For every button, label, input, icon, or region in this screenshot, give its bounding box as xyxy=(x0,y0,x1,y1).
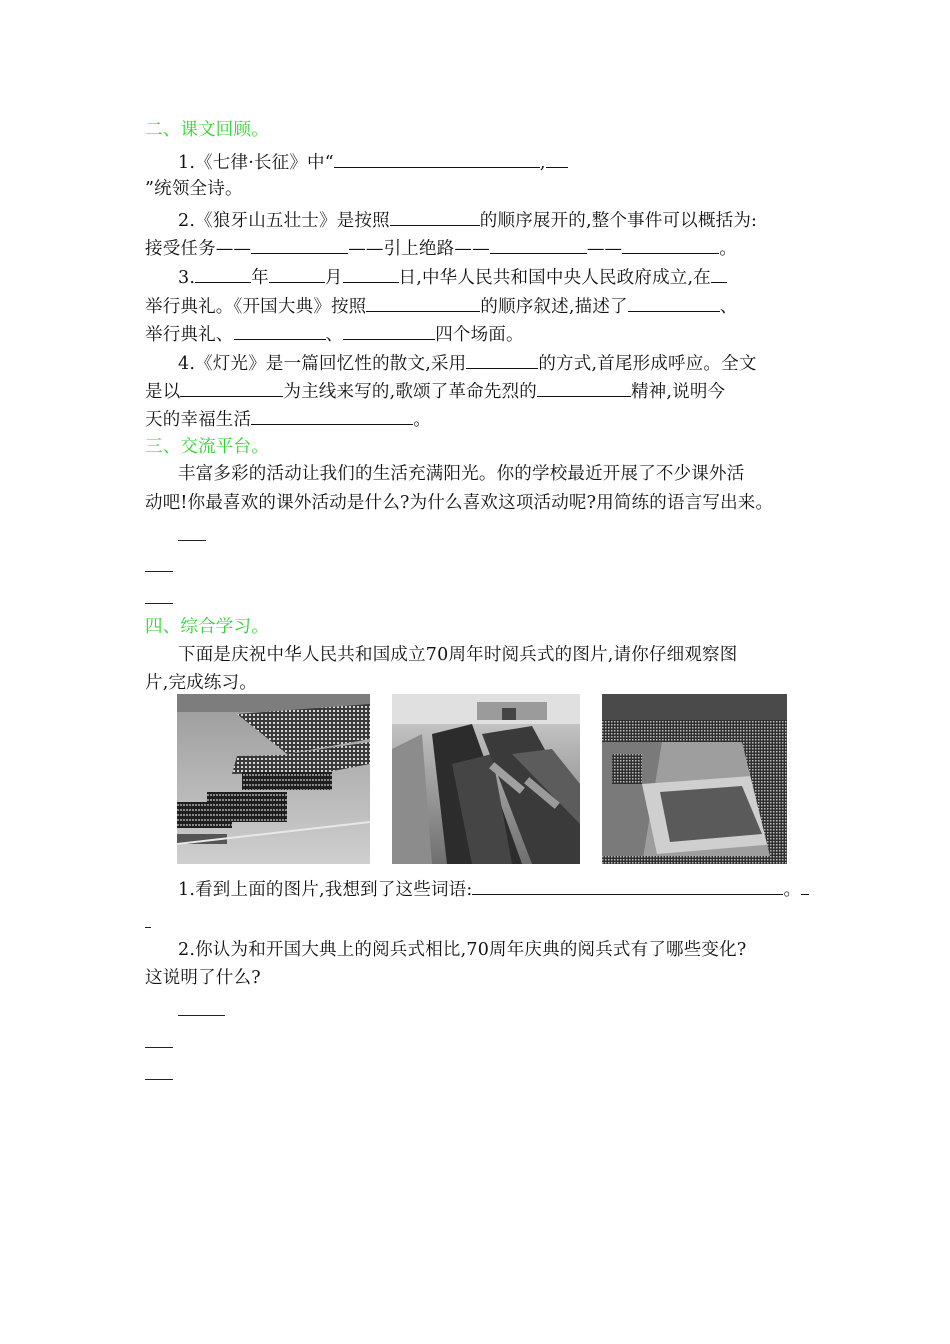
answer-blank[interactable] xyxy=(334,151,540,168)
answer-blank[interactable] xyxy=(251,237,348,254)
section-3-heading: 三、交流平台。 xyxy=(145,437,269,457)
answer-blank[interactable] xyxy=(269,266,325,283)
parade-missiles-photo xyxy=(392,694,580,864)
parade-troops-photo xyxy=(177,694,370,864)
section-4-paragraph-2: 片,完成练习。 xyxy=(145,673,257,693)
question-4-1: 1.看到上面的图片,我想到了这些词语: 。 xyxy=(178,878,809,900)
answer-blank[interactable] xyxy=(472,878,783,895)
question-2-4: 4.《灯光》是一篇回忆性的散文,采用 的方式,首尾形成呼应。全文 xyxy=(178,354,757,374)
section-2-heading: 二、课文回顾。 xyxy=(145,120,269,140)
answer-blank[interactable] xyxy=(490,237,587,254)
answer-line[interactable] xyxy=(178,1015,225,1016)
answer-blank[interactable] xyxy=(466,352,538,369)
answer-blank[interactable] xyxy=(343,323,435,340)
section-3-paragraph-2: 动吧!你最喜欢的课外活动是什么?为什么喜欢这项活动呢?用简练的语言写出来。 xyxy=(145,493,774,513)
answer-line[interactable] xyxy=(145,927,151,928)
answer-blank[interactable] xyxy=(180,380,283,397)
answer-blank[interactable] xyxy=(711,266,727,283)
answer-blank[interactable] xyxy=(628,295,720,312)
answer-blank[interactable] xyxy=(390,209,480,226)
question-2-1: 1.《七律·长征》中“ , xyxy=(178,151,568,173)
answer-blank[interactable] xyxy=(251,408,413,425)
answer-line[interactable] xyxy=(145,603,173,604)
answer-blank[interactable] xyxy=(234,323,326,340)
section-3-paragraph-1: 丰富多彩的活动让我们的生活充满阳光。你的学校最近开展了不少课外活 xyxy=(178,464,745,484)
answer-line[interactable] xyxy=(145,1079,173,1080)
answer-line[interactable] xyxy=(145,1047,173,1048)
answer-blank[interactable] xyxy=(546,151,568,168)
question-2-2: 2.《狼牙山五壮士》是按照 的顺序展开的,整个事件可以概括为: xyxy=(178,211,758,231)
parade-square-photo xyxy=(602,694,787,864)
answer-blank[interactable] xyxy=(343,266,399,283)
question-2-3-cont2: 举行典礼、 、 四个场面。 xyxy=(145,325,524,345)
question-2-4-cont: 是以 为主线来写的,歌颂了革命先烈的 精神,说明今 xyxy=(145,382,726,402)
answer-blank[interactable] xyxy=(537,380,631,397)
question-2-4-cont2: 天的幸福生活 。 xyxy=(145,410,431,430)
answer-line[interactable] xyxy=(145,571,173,572)
answer-blank[interactable] xyxy=(195,266,251,283)
answer-blank[interactable] xyxy=(622,237,719,254)
question-4-2-cont: 这说明了什么? xyxy=(145,968,261,988)
section-4-paragraph-1: 下面是庆祝中华人民共和国成立70周年时阅兵式的图片,请你仔细观察图 xyxy=(178,645,738,665)
question-4-2: 2.你认为和开国大典上的阅兵式相比,70周年庆典的阅兵式有了哪些变化? xyxy=(178,940,747,960)
question-2-2-cont: 接受任务—— ——引上绝路—— —— 。 xyxy=(145,239,737,259)
question-2-3: 3. 年 月 日,中华人民共和国中央人民政府成立,在 xyxy=(178,266,727,288)
answer-blank[interactable] xyxy=(366,295,480,312)
section-4-heading: 四、综合学习。 xyxy=(145,617,269,637)
answer-blank[interactable] xyxy=(801,878,809,895)
question-2-1-cont: ”统领全诗。 xyxy=(145,179,243,199)
answer-line[interactable] xyxy=(178,540,206,541)
question-2-3-cont: 举行典礼。《开国大典》按照 的顺序叙述,描述了 、 xyxy=(145,297,738,317)
